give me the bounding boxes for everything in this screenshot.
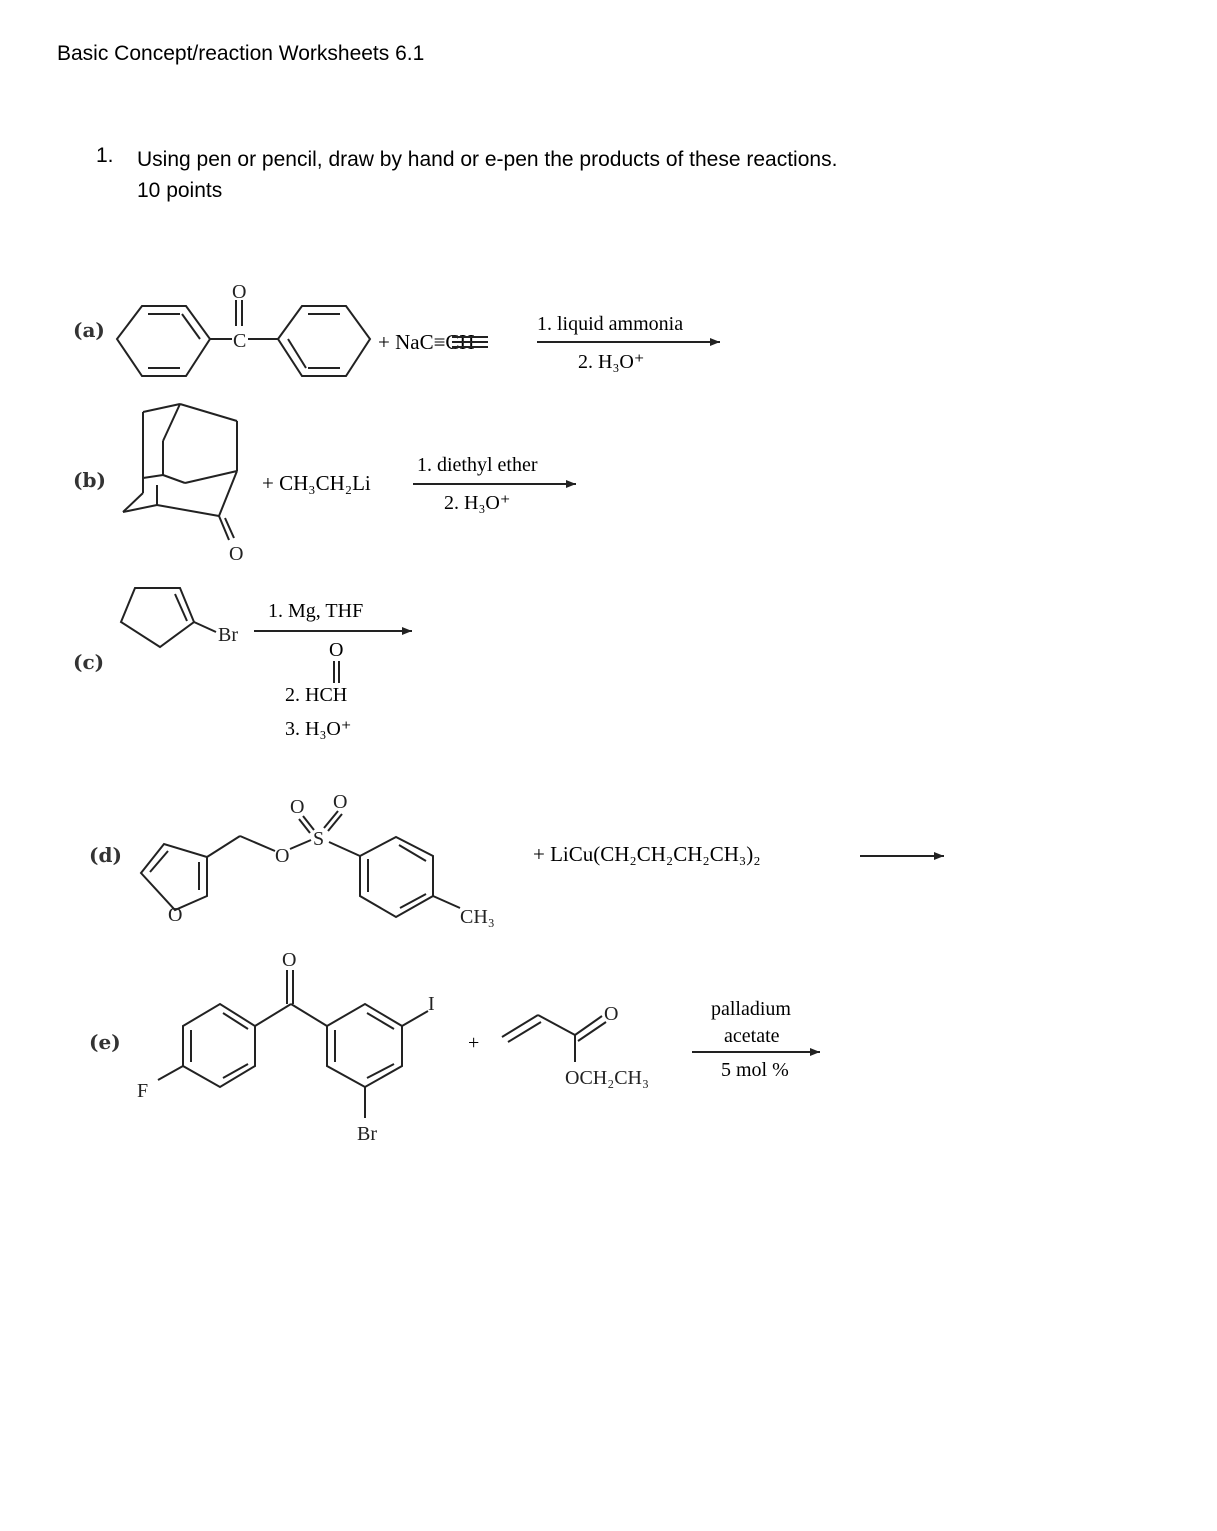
part-a-carbonyl-c: C	[233, 330, 247, 352]
part-e-acrylate-o: O	[604, 1003, 619, 1025]
part-b-condition-2: 2. H₃O⁺	[444, 492, 511, 514]
part-d-reagent: + LiCu(CH₂CH₂CH₂CH₃)₂	[533, 842, 761, 866]
part-c-arrowhead	[402, 627, 412, 635]
part-c-cyclopentene	[121, 588, 216, 647]
part-e-condition-1: palladium	[711, 998, 791, 1020]
worksheet-title: Basic Concept/reaction Worksheets 6.1	[57, 42, 425, 65]
part-d-label: (d)	[89, 843, 122, 867]
part-b-adamantanone	[123, 404, 237, 540]
part-e-bromine: Br	[357, 1123, 377, 1145]
part-d-arrowhead	[934, 852, 944, 860]
part-d-furan-o: O	[168, 904, 183, 926]
part-c-condition-2: 2. HCH	[285, 684, 348, 706]
part-a-condition-1: 1. liquid ammonia	[537, 313, 684, 335]
part-b-reagent: + CH₃CH₂Li	[262, 471, 371, 495]
part-d-sulfur: S	[313, 828, 325, 850]
part-c-label: (c)	[73, 650, 105, 674]
part-e-condition-2: acetate	[724, 1025, 780, 1047]
part-d-furylethyl-tosylate	[141, 811, 460, 917]
part-b-condition-1: 1. diethyl ether	[417, 454, 538, 476]
part-a-reagent: + NaC≡CH	[378, 330, 475, 354]
part-c-condition-3: 3. H₃O⁺	[285, 718, 352, 740]
part-b-label: (b)	[73, 468, 106, 492]
part-e-iodine: I	[428, 993, 435, 1015]
question-points: 10 points	[137, 179, 223, 202]
part-e-ethyl-acrylate	[502, 1015, 606, 1062]
part-e-fluorine: F	[137, 1080, 149, 1102]
part-a-arrowhead	[710, 338, 720, 346]
part-e-ketone-o: O	[282, 949, 297, 971]
part-e-ethoxy: OCH₂CH₃	[565, 1067, 649, 1089]
part-c-bromine: Br	[218, 624, 238, 646]
part-d-ester-o: O	[275, 845, 290, 867]
part-c-condition-1: 1. Mg, THF	[268, 600, 364, 622]
part-b-arrowhead	[566, 480, 576, 488]
part-b-ketone-o: O	[229, 543, 244, 565]
part-a-carbonyl-o: O	[232, 281, 247, 303]
question-number: 1.	[96, 144, 114, 167]
part-d-sulfonyl-o-2: O	[333, 791, 348, 813]
part-e-plus: +	[468, 1032, 480, 1054]
part-d-sulfonyl-o-1: O	[290, 796, 305, 818]
part-d-methyl: CH₃	[460, 906, 495, 928]
part-e-condition-3: 5 mol %	[721, 1059, 789, 1081]
part-e-label: (e)	[89, 1030, 121, 1054]
part-e-aryl-halide	[158, 970, 428, 1118]
part-e-arrowhead	[810, 1048, 820, 1056]
part-c-condition-formaldehyde-o: O	[329, 639, 344, 661]
question-text: Using pen or pencil, draw by hand or e-pen the products of these reactions.	[137, 148, 838, 171]
part-a-label: (a)	[73, 318, 105, 342]
part-a-condition-2: 2. H₃O⁺	[578, 351, 645, 373]
